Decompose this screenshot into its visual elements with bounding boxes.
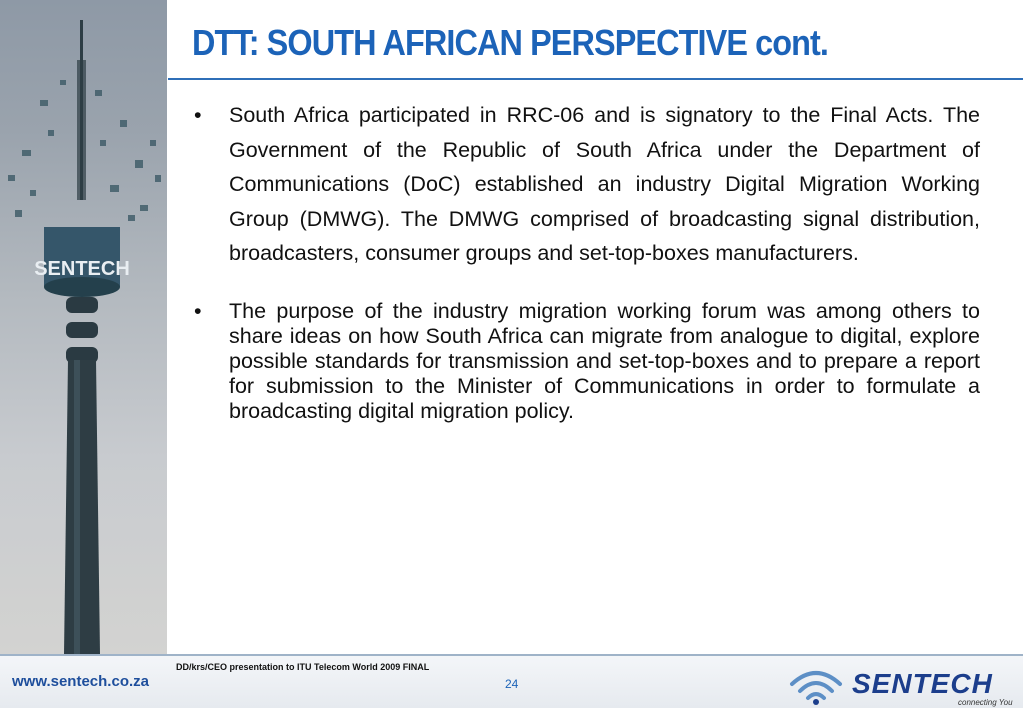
bullet-marker: •: [194, 103, 202, 127]
page-number: 24: [505, 677, 519, 691]
tower-image-panel: [0, 0, 167, 654]
logo-tagline: connecting You: [958, 698, 1013, 707]
website-link[interactable]: www.sentech.co.za: [12, 673, 149, 690]
bullet-item: [190, 299, 980, 424]
footer-divider: [0, 654, 1023, 656]
bullet-item: [190, 98, 980, 271]
slide-body: [190, 98, 980, 424]
slide-title: DTT: SOUTH AFRICAN PERSPECTIVE cont.: [192, 22, 829, 63]
footer-note: DD/krs/CEO presentation to ITU Telecom World 2009 FINAL: [176, 662, 430, 672]
tower-logo-text: SENTECH: [34, 258, 130, 280]
bullet-text: The purpose of the industry migration working forum was among others to share ideas on how South Africa can migrate from analogue to digital, explore possible standards for transmission and set-top-boxes and to prepare a report for submission to the Minister of Communications in order to formulate a broadcasting digital migration policy.: [229, 298, 980, 423]
company-logo-text: SENTECH: [852, 668, 993, 699]
tower-illustration: [0, 0, 167, 654]
bullet-marker: •: [194, 298, 202, 323]
bullet-text: South Africa participated in RRC-06 and is signatory to the Final Acts. The Government of the Republic of South Africa under the Department of Communications (DoC) established an industry Digital Migration Working Group (DMWG). The DMWG comprised of broadcasting signal distribution, broadcasters, consumer groups and set-top-boxes manufacturers.: [229, 103, 980, 265]
title-divider: [168, 78, 1023, 80]
